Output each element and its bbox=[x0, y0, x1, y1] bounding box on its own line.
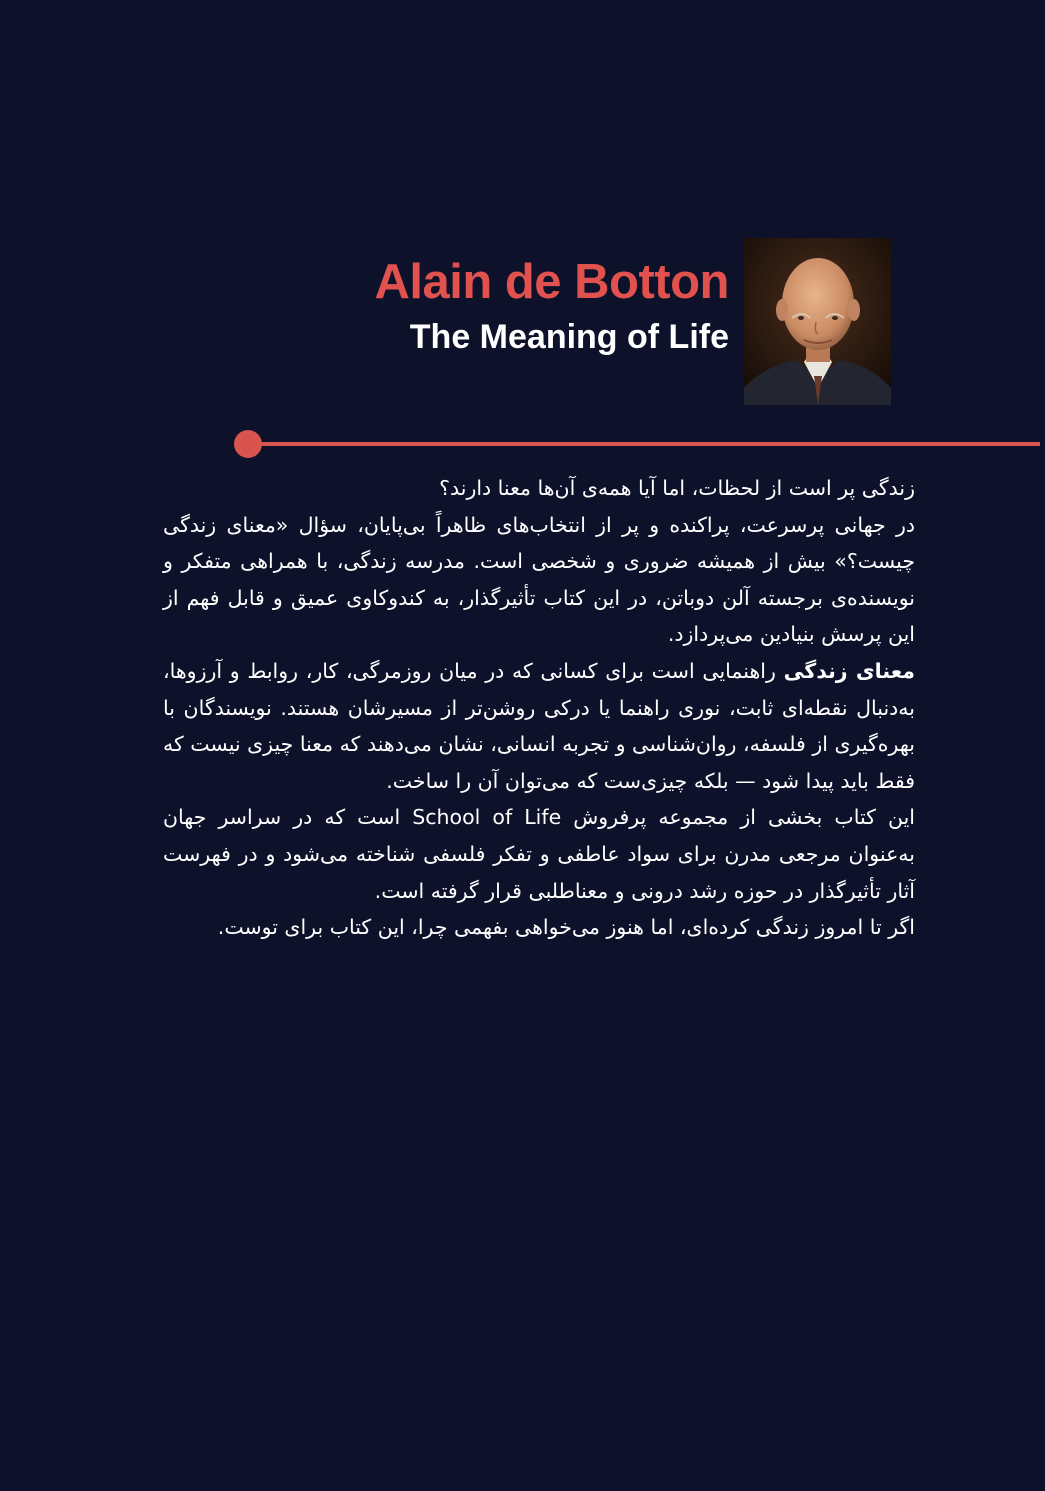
description-paragraph-3: معنای زندگی راهنمایی است برای کسانی که در میان روزمرگی، کار، روابط و آرزوها، به‌دنبال نقطه‌ای ثابت، نوری راهنما یا درکی روشن‌تر از مسیرشان هستند. نویسندگان با بهره‌گیری از فلسفه، روان‌شناسی و تجربه انسانی، نشان می‌دهند که معنا چیزی نیست که فقط باید پیدا شود — بلکه چیزی‌ست که می‌توان آن را ساخت. bbox=[163, 658, 916, 793]
description-paragraph-4: این کتاب بخشی از مجموعه پرفروش School of Life است که در سراسر جهان به‌عنوان مرجعی مدرن برای سواد عاطفی و تفکر فلسفی شناخته می‌شود و در فهرست آثار تأثیرگذار در حوزه رشد درونی و معناطلبی قرار گرفته است. bbox=[163, 805, 915, 903]
cover-header bbox=[374, 252, 729, 362]
divider-dot bbox=[234, 430, 262, 458]
divider-line bbox=[247, 442, 1040, 446]
author-photo bbox=[744, 238, 891, 405]
book-title: The Meaning of Life bbox=[409, 318, 729, 356]
author-portrait-image bbox=[744, 238, 891, 405]
description-paragraph-5: اگر تا امروز زندگی کرده‌ای، اما هنوز می‌خواهی بفهمی چرا، این کتاب برای توست. bbox=[217, 915, 915, 940]
book-description bbox=[163, 470, 915, 946]
series-name: School of Life bbox=[412, 805, 562, 830]
description-paragraph-1: زندگی پر است از لحظات، اما آیا همه‌ی آن‌ها معنا دارند؟ bbox=[439, 476, 915, 500]
author-name: Alain de Botton bbox=[374, 255, 729, 309]
description-paragraph-2: در جهانی پرسرعت، پراکنده و پر از انتخاب‌های ظاهراً بی‌پایان، سؤال «معنای زندگی چیست؟» بیش از همیشه ضروری و شخصی است. مدرسه زندگی، با همراهی متفکر و نویسنده‌ی برجسته آلن دوباتن، در این کتاب تأثیرگذار، به کندوکاوی عمیق و قابل فهم از این پرسش بنیادین می‌پردازد. bbox=[163, 512, 915, 647]
book-title-persian: معنای زندگی bbox=[783, 658, 916, 683]
